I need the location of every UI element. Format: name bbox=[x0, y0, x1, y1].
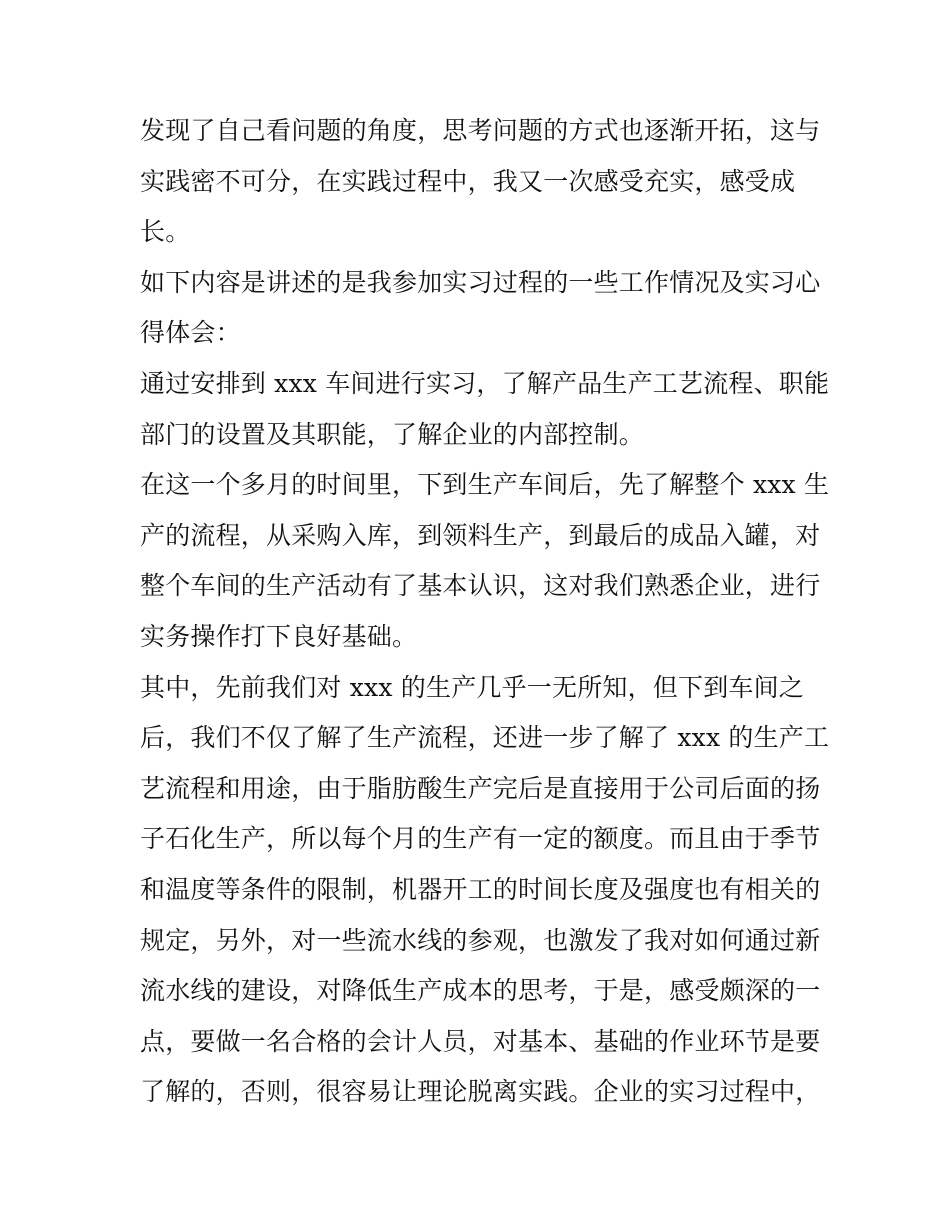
text-line-1: 发现了自己看问题的角度，思考问题的方式也逐渐开拓，这与 bbox=[140, 116, 821, 145]
text-line-6: 通过安排到 xxx 车间进行实习，了解产品生产工艺流程、职能 bbox=[140, 368, 830, 398]
text-line-18: 流水线的建设，对降低生产成本的思考，于是，感受颇深的一 bbox=[140, 976, 821, 1006]
text-line-14: 艺流程和用途，由于脂肪酸生产完后是直接用于公司后面的扬 bbox=[140, 773, 821, 803]
text-line-4: 如下内容是讲述的是我参加实习过程的一些工作情况及实习心 bbox=[140, 267, 821, 297]
text-line-15: 子石化生产，所以每个月的生产有一定的额度。而且由于季节 bbox=[140, 824, 821, 854]
text-line-9: 产的流程，从采购入库，到领料生产，到最后的成品入罐，对 bbox=[140, 520, 821, 550]
text-line-5: 得体会： bbox=[140, 318, 241, 348]
text-line-19: 点，要做一名合格的会计人员，对基本、基础的作业环节是要 bbox=[140, 1026, 821, 1056]
text-line-17: 规定，另外，对一些流水线的参观，也激发了我对如何通过新 bbox=[140, 925, 821, 955]
text-line-12: 其中，先前我们对 xxx 的生产几乎一无所知，但下到车间之 bbox=[140, 672, 804, 702]
body-text bbox=[140, 106, 830, 1118]
text-line-16: 和温度等条件的限制，机器开工的时间长度及强度也有相关的 bbox=[140, 874, 821, 904]
text-line-11: 实务操作打下良好基础。 bbox=[140, 621, 418, 651]
text-line-20: 了解的，否则，很容易让理论脱离实践。企业的实习过程中， bbox=[140, 1077, 821, 1107]
text-line-8: 在这一个多月的时间里，下到生产车间后，先了解整个 xxx 生 bbox=[140, 470, 830, 500]
text-line-7: 部门的设置及其职能，了解企业的内部控制。 bbox=[140, 419, 645, 449]
text-line-3: 长。 bbox=[140, 217, 191, 247]
text-line-2: 实践密不可分，在实践过程中，我又一次感受充实，感受成 bbox=[140, 166, 796, 196]
text-line-10: 整个车间的生产活动有了基本认识，这对我们熟悉企业，进行 bbox=[140, 571, 821, 601]
text-line-13: 后，我们不仅了解了生产流程，还进一步了解了 xxx 的生产工 bbox=[140, 723, 830, 753]
